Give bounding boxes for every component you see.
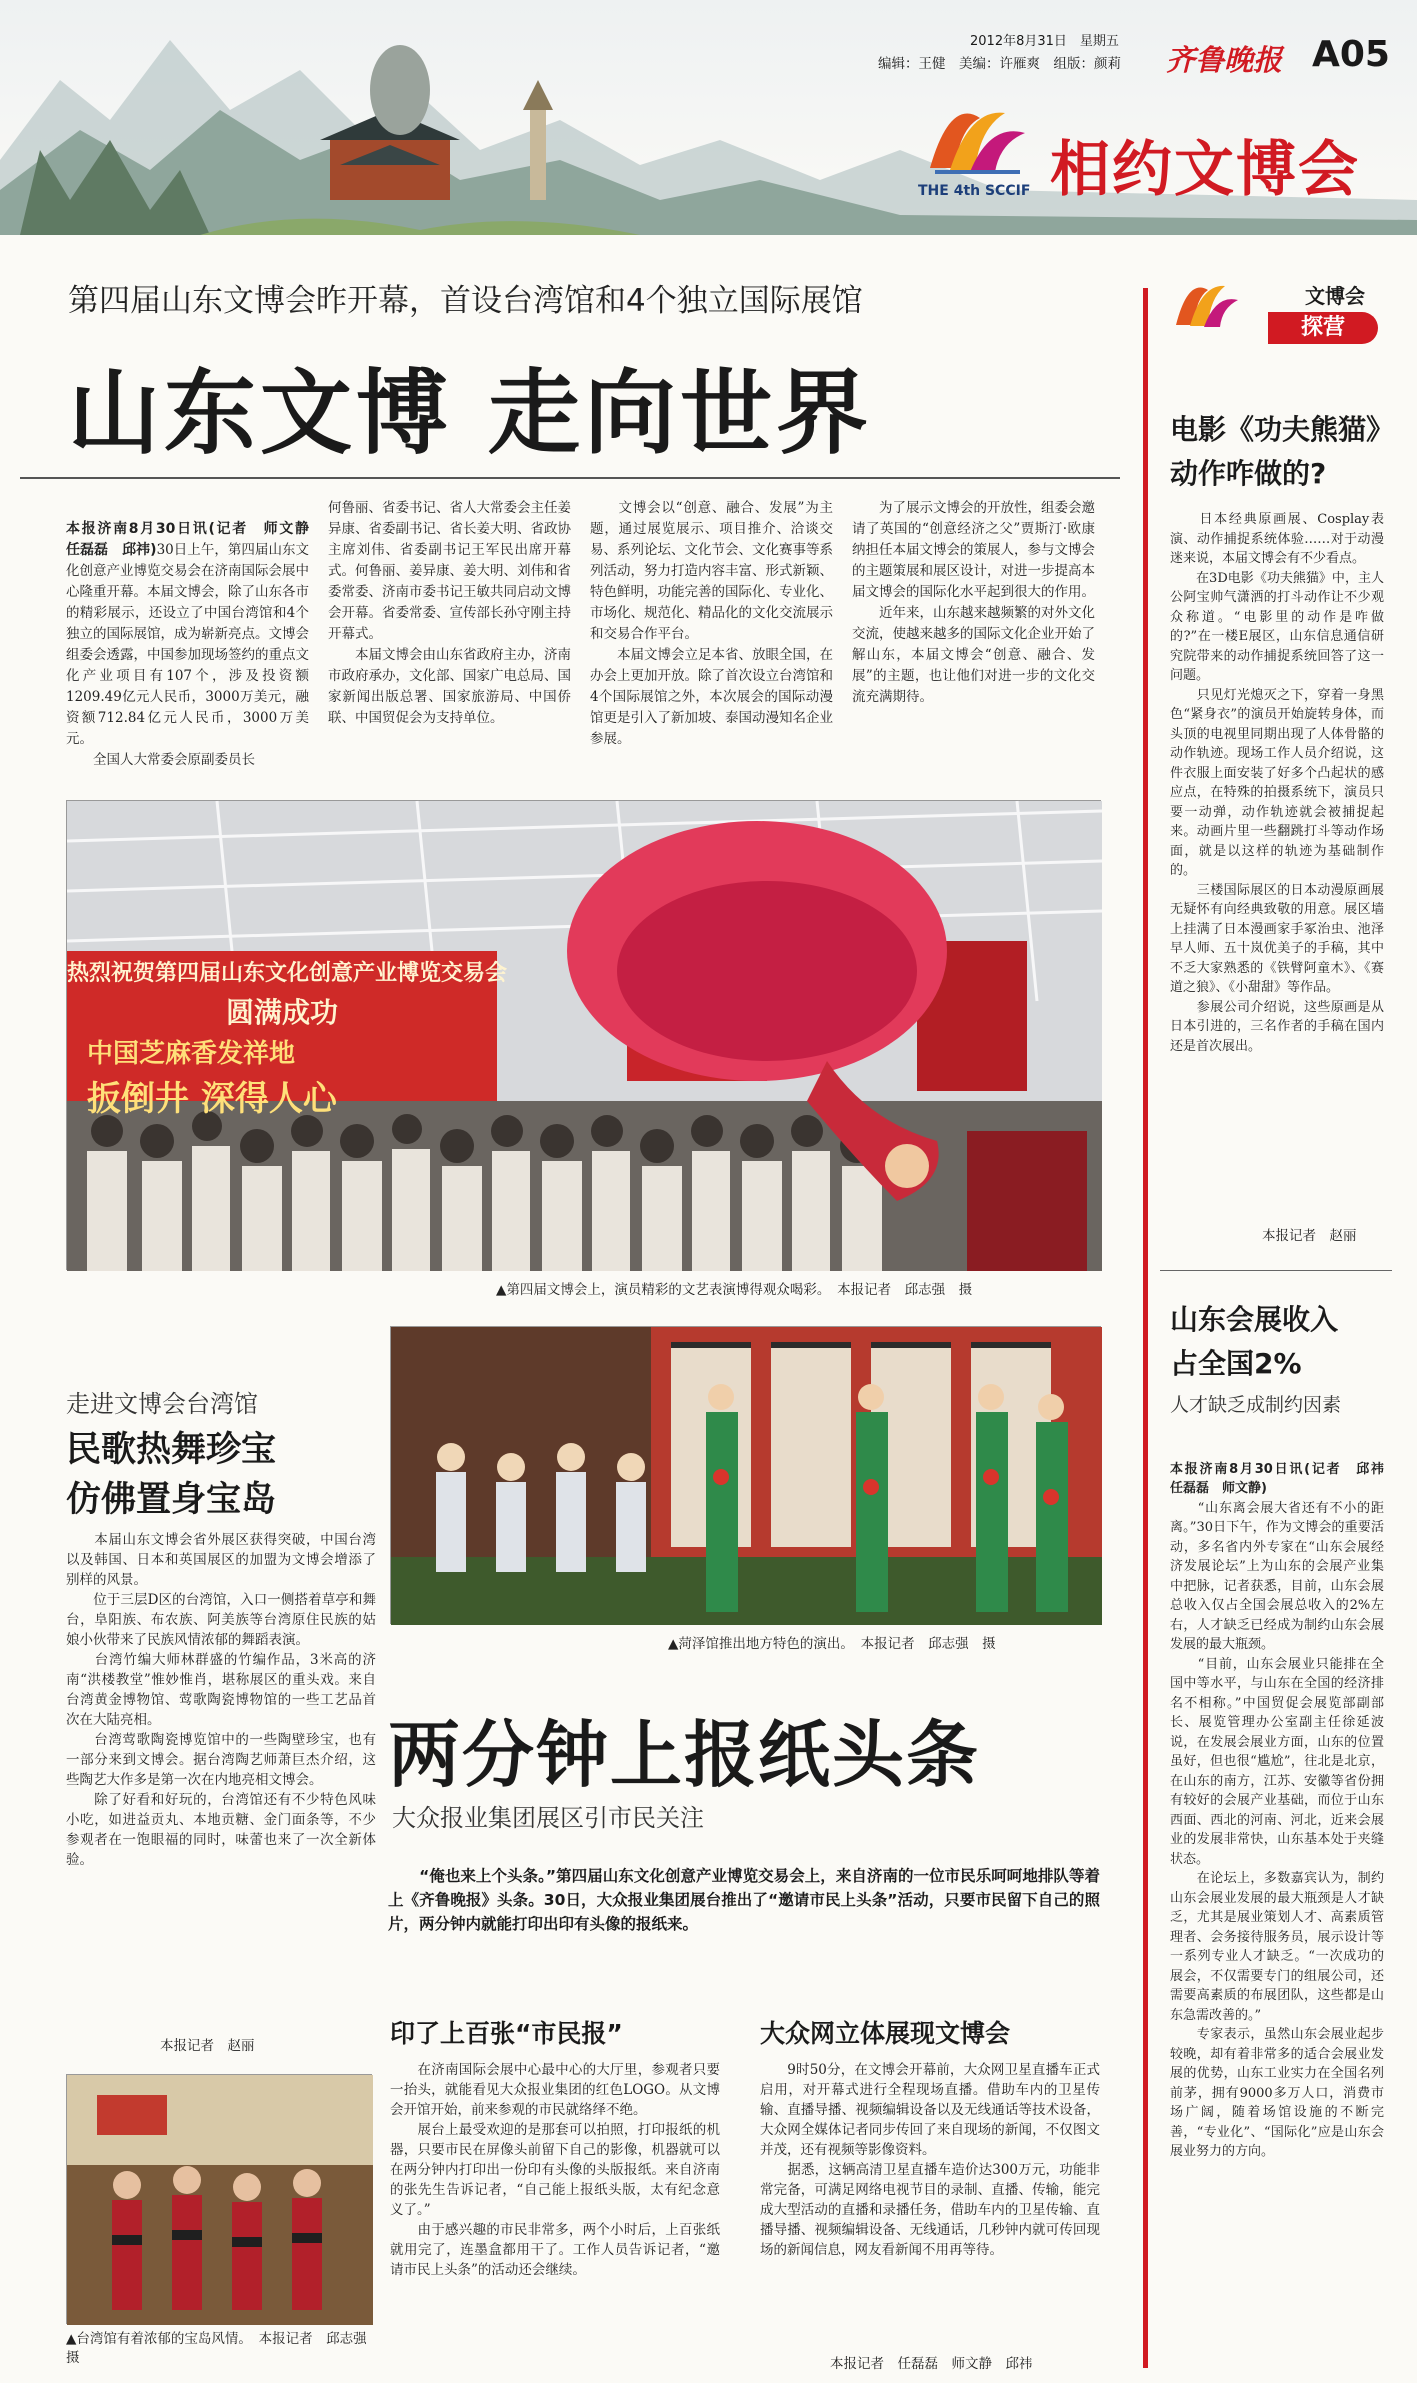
main-photo [66,800,1101,1270]
main-byline: 本报济南8月30日讯(记者 师文静 任磊磊 邱祎) [66,521,323,558]
main-photo-caption: ▲第四届文博会上，演员精彩的文艺表演博得观众喝彩。 本报记者 邱志强 摄 [496,1282,973,1298]
story2-subtitle: 人才缺乏成制约因素 [1170,1394,1342,1416]
banner-text-line-4: 扳倒井 深得人心 [87,1079,337,1119]
heze-photo [390,1326,1101,1624]
story1-title-line-2: 动作咋做的? [1170,457,1327,490]
main-column-4: 为了展示文博会的开放性，组委会邀请了英国的“创意经济之父”贾斯汀·欧康纳担任本届文博会的策展人，参与文博会的主题策展和展区设计，对进一步提高本届文博会的国际化水平起到很大的作用。 近年来，山东越来越频繁的对外文化交流，使越来越多的国际文化企业开始了解山东，本届文博会“创意、融合、发展”的主题，也让他们对进一步的文化交流充满期待。 [852,500,1095,705]
banner-text-line-3: 中国芝麻香发祥地 [87,1039,296,1069]
sccif-logo-icon [920,88,1030,180]
newspaper-left-subhead: 印了上百张“市民报” [390,2019,623,2048]
banner-text-line-1: 热烈祝贺第四届山东文化创意产业博览交易会 [67,961,508,986]
taiwan-photo [66,2074,372,2324]
heze-photo-caption: ▲菏泽馆推出地方特色的演出。 本报记者 邱志强 摄 [668,1636,996,1652]
taiwan-kicker: 走进文博会台湾馆 [66,1390,258,1418]
sidebar-logo-label: 文博会 [1305,284,1365,308]
main-column-2: 何鲁丽、省委书记、省人大常委会主任姜异康、省委副书记、省长姜大明、省政协主席刘伟、省委副书记王军民出席开幕式。何鲁丽、姜异康、姜大明、刘伟和省委常委、济南市委书记王敏共同启动文博会开幕。省委常委、宣传部长孙守刚主持开幕式。 本届文博会由山东省政府主办，济南市政府承办，文化部、国家广电总局、国家新闻出版总署、国家旅游局、中国侨联、中国贸促会为支持单位。 [328,500,571,726]
main-kicker: 第四届山东文博会昨开幕，首设台湾馆和4个独立国际展馆 [68,283,863,319]
story1-byline: 本报记者 赵丽 [1262,1228,1357,1244]
story2-title-line-2: 占全国2% [1170,1347,1302,1380]
newspaper-subtitle: 大众报业集团展区引市民关注 [392,1804,704,1832]
headline-rule [20,477,1120,479]
story2-byline: 本报济南8月30日讯(记者 邱祎 任磊磊 师文静) [1170,1461,1398,1496]
page-number: A05 [1312,34,1390,75]
event-label: THE 4th SCCIF [918,183,1031,199]
header-date: 2012年8月31日 星期五 [970,34,1119,49]
newspaper-lead: “俺也来上个头条。”第四届山东文化创意产业博览交易会上，来自济南的一位市民乐呵呵地排队等着上《齐鲁晚报》头条。30日，大众报业集团展台推出了“邀请市民上头条”活动，只要市民留下自己的照片，两分钟内就能打印出印有头像的报纸来。 [388,1867,1100,1933]
main-headline: 山东文博 走向世界 [68,360,873,467]
sidebar-logo-icon [1170,270,1240,330]
header-editors: 编辑：王健 美编：许雁爽 组版：颜莉 [878,56,1121,72]
taiwan-photo-caption: ▲台湾馆有着浓郁的宝岛风情。 本报记者 邱志强 摄 [66,2331,381,2366]
story1-title-line-1: 电影《功夫熊猫》 [1170,413,1395,446]
newspaper-left-body: 在济南国际会展中心最中心的大厅里，参观者只要一抬头，就能看见大众报业集团的红色LOGO。从文博会开馆开始，前来参观的市民就络绎不绝。 展台上最受欢迎的是那套可以拍照，打印报纸的机器，只要市民在屏像头前留下自己的影像，机器就可以在两分钟内打印出一份印有头像的头版报纸。来自济南的张先生告诉记者，“自己能上报纸头版，太有纪念意义了。” 由于感兴趣的市民非常多，两个小时后，上百张纸就用完了，连墨盒都用干了。工作人员告诉记者，“邀请市民上头条”的活动还会继续。 [390,2062,720,2278]
newspaper-headline: 两分钟上报纸头条 [388,1713,981,1797]
newspaper-byline: 本报记者 任磊磊 师文静 邱祎 [830,2356,1033,2372]
sidebar-logo-tag: 探营 [1268,312,1378,344]
story2-title-line-1: 山东会展收入 [1170,1303,1339,1336]
newspaper-right-subhead: 大众网立体展现文博会 [760,2019,1011,2048]
main-column-1: 本报济南8月30日讯(记者 师文静 任磊磊 邱祎)30日上午，第四届山东文化创意产业博览交易会在济南国际会展中心隆重开幕。本届文博会，除了山东各市的精彩展示，还设立了中国台湾馆和4个独立的国际展馆，成为崭新亮点。文博会组委会透露，中国参加现场签约的重点文化产业项目有107个，涉及投资额1209.49亿元人民币，3000万美元，融资额712.84亿元人民币，3000万美元。 全国人大常委会原副委员长 [66,521,323,768]
section-title: 相约文博会 [1050,135,1360,205]
taiwan-byline: 本报记者 赵丽 [160,2038,255,2054]
taiwan-body: 本届山东文博会省外展区获得突破，中国台湾以及韩国、日本和英国展区的加盟为文博会增添了别样的风景。 位于三层D区的台湾馆，入口一侧搭着草亭和舞台，阜阳族、布农族、阿美族等台湾原住民族的姑娘小伙带来了民族风情浓郁的舞蹈表演。 台湾竹编大师林群盛的竹编作品，3米高的济南“洪楼教堂”惟妙惟肖，堪称展区的重头戏。来自台湾黄金博物馆、莺歌陶瓷博物馆的一些工艺品首次在大陆亮相。 台湾莺歌陶瓷博览馆中的一些陶壁珍宝，也有一部分来到文博会。据台湾陶艺师萧巨杰介绍，这些陶艺大作多是第一次在内地亮相文博会。 除了好看和好玩的，台湾馆还有不少特色风味小吃，如进益贡丸、本地贡糖、金门面条等，不少参观者在一饱眼福的同时，味蕾也来了一次全新体验。 [66,1532,376,1868]
banner-text-line-2: 圆满成功 [225,996,338,1029]
main-column-3: 文博会以“创意、融合、发展”为主题，通过展览展示、项目推介、洽谈交易、系列论坛、文化节会、文化赛事等系列活动，努力打造内容丰富、形式新颖、特色鲜明，功能完善的国际化、专业化、市场化、规范化、精品化的文化交流展示和交易合作平台。 本届文博会立足本省、放眼全国，在办会上更加开放。除了首次设立台湾馆和4个国际展馆之外，本次展会的国际动漫馆更是引入了新加坡、泰国动漫知名企业参展。 [590,500,833,747]
sidebar-divider [1160,1270,1392,1271]
paper-name-logo: 齐鲁晚报 [1166,43,1283,77]
taiwan-title-line-2: 仿佛置身宝岛 [66,1480,277,1520]
taiwan-title-line-1: 民歌热舞珍宝 [66,1430,277,1470]
story1-body: 日本经典原画展、Cosplay表演、动作捕捉系统体验……对于动漫迷来说，本届文博会有不少看点。 在3D电影《功夫熊猫》中，主人公阿宝帅气潇洒的打斗动作让不少观众称道。“电影里的动作是咋做的?”在一楼E展区，山东信息通信研究院带来的动作捕捉系统回答了这一问题。 只见灯光熄灭之下，穿着一身黑色“紧身衣”的演员开始旋转身体，而头顶的电视里同期出现了人体骨骼的动作轨迹。现场工作人员介绍说，这件衣服上面安装了好多个凸起状的感应点，在特殊的拍摄系统下，演员只要一动弹，动作轨迹就会被捕捉起来。动画片里一些翻跳打斗等动作场面，就是以这样的轨迹为基础制作的。 三楼国际展区的日本动漫原画展无疑怀有向经典致敬的用意。展区墙上挂满了日本漫画家手冢治虫、池泽早人师、五十岚优美子的手稿，其中不乏大家熟悉的《铁臂阿童木》、《赛道之狼》、《小甜甜》等作品。 参展公司介绍说，这些原画是从日本引进的，三名作者的手稿在国内还是首次展出。 [1170,512,1384,1054]
sidebar-red-rule [1143,288,1148,2368]
newspaper-right-body: 9时50分，在文博会开幕前，大众网卫星直播车正式启用，对开幕式进行全程现场直播。借助车内的卫星传输、直播导播、视频编辑设备以及无线通话等技术设备，大众网全媒体记者同步传回了来自现场的新闻，不仅图文并茂，还有视频等影像资料。 据悉，这辆高清卫星直播车造价达300万元，功能非常完备，可满足网络电视节目的录制、直播、传输，能完成大型活动的直播和录播任务，借助车内的卫星传输、直播导播、视频编辑设备、无线通话，几秒钟内就可传回现场的新闻信息，网友看新闻不用再等待。 [760,2062,1100,2258]
story2-body: 本报济南8月30日讯(记者 邱祎 任磊磊 师文静) “山东离会展大省还有不小的距离。”30日下午，作为文博会的重要活动，多名省内外专家在“山东会展经济发展论坛”上为山东的会展产业集中把脉，记者获悉，目前，山东会展总收入仅占全国会展总收入的2%左右，人才缺乏已经成为制约山东会展发展的最大瓶颈。 “目前，山东会展业只能排在全国中等水平，与山东在全国的经济排名不相称。”中国贸促会展览部副部长、展览管理办公室副主任徐延波说，在发展会展业方面，山东的位置虽好，但也很“尴尬”，往北是北京，在山东的南方，江苏、安徽等省份拥有较好的会展产业基础，而位于山东西面、西北的河南、河北，近来会展业的发展非常快，山东基本处于夹缝状态。 在论坛上，多数嘉宾认为，制约山东会展业发展的最大瓶颈是人才缺乏，尤其是展业策划人才、高素质管理者、会务接待服务员，展示设计等一系列专业人才缺乏。“一次成功的展会，不仅需要专门的组展公司，还需要高素质的布展团队，这些都是山东急需改善的。” 专家表示，虽然山东会展业起步较晚，却有着非常多的适合会展业发展的优势，山东工业实力在全国名列前茅，拥有9000多万人口，消费市场广阔，随着场馆设施的不断完善，“专业化”、“国际化”应是山东会展业努力的方向。 [1170,1461,1398,2159]
